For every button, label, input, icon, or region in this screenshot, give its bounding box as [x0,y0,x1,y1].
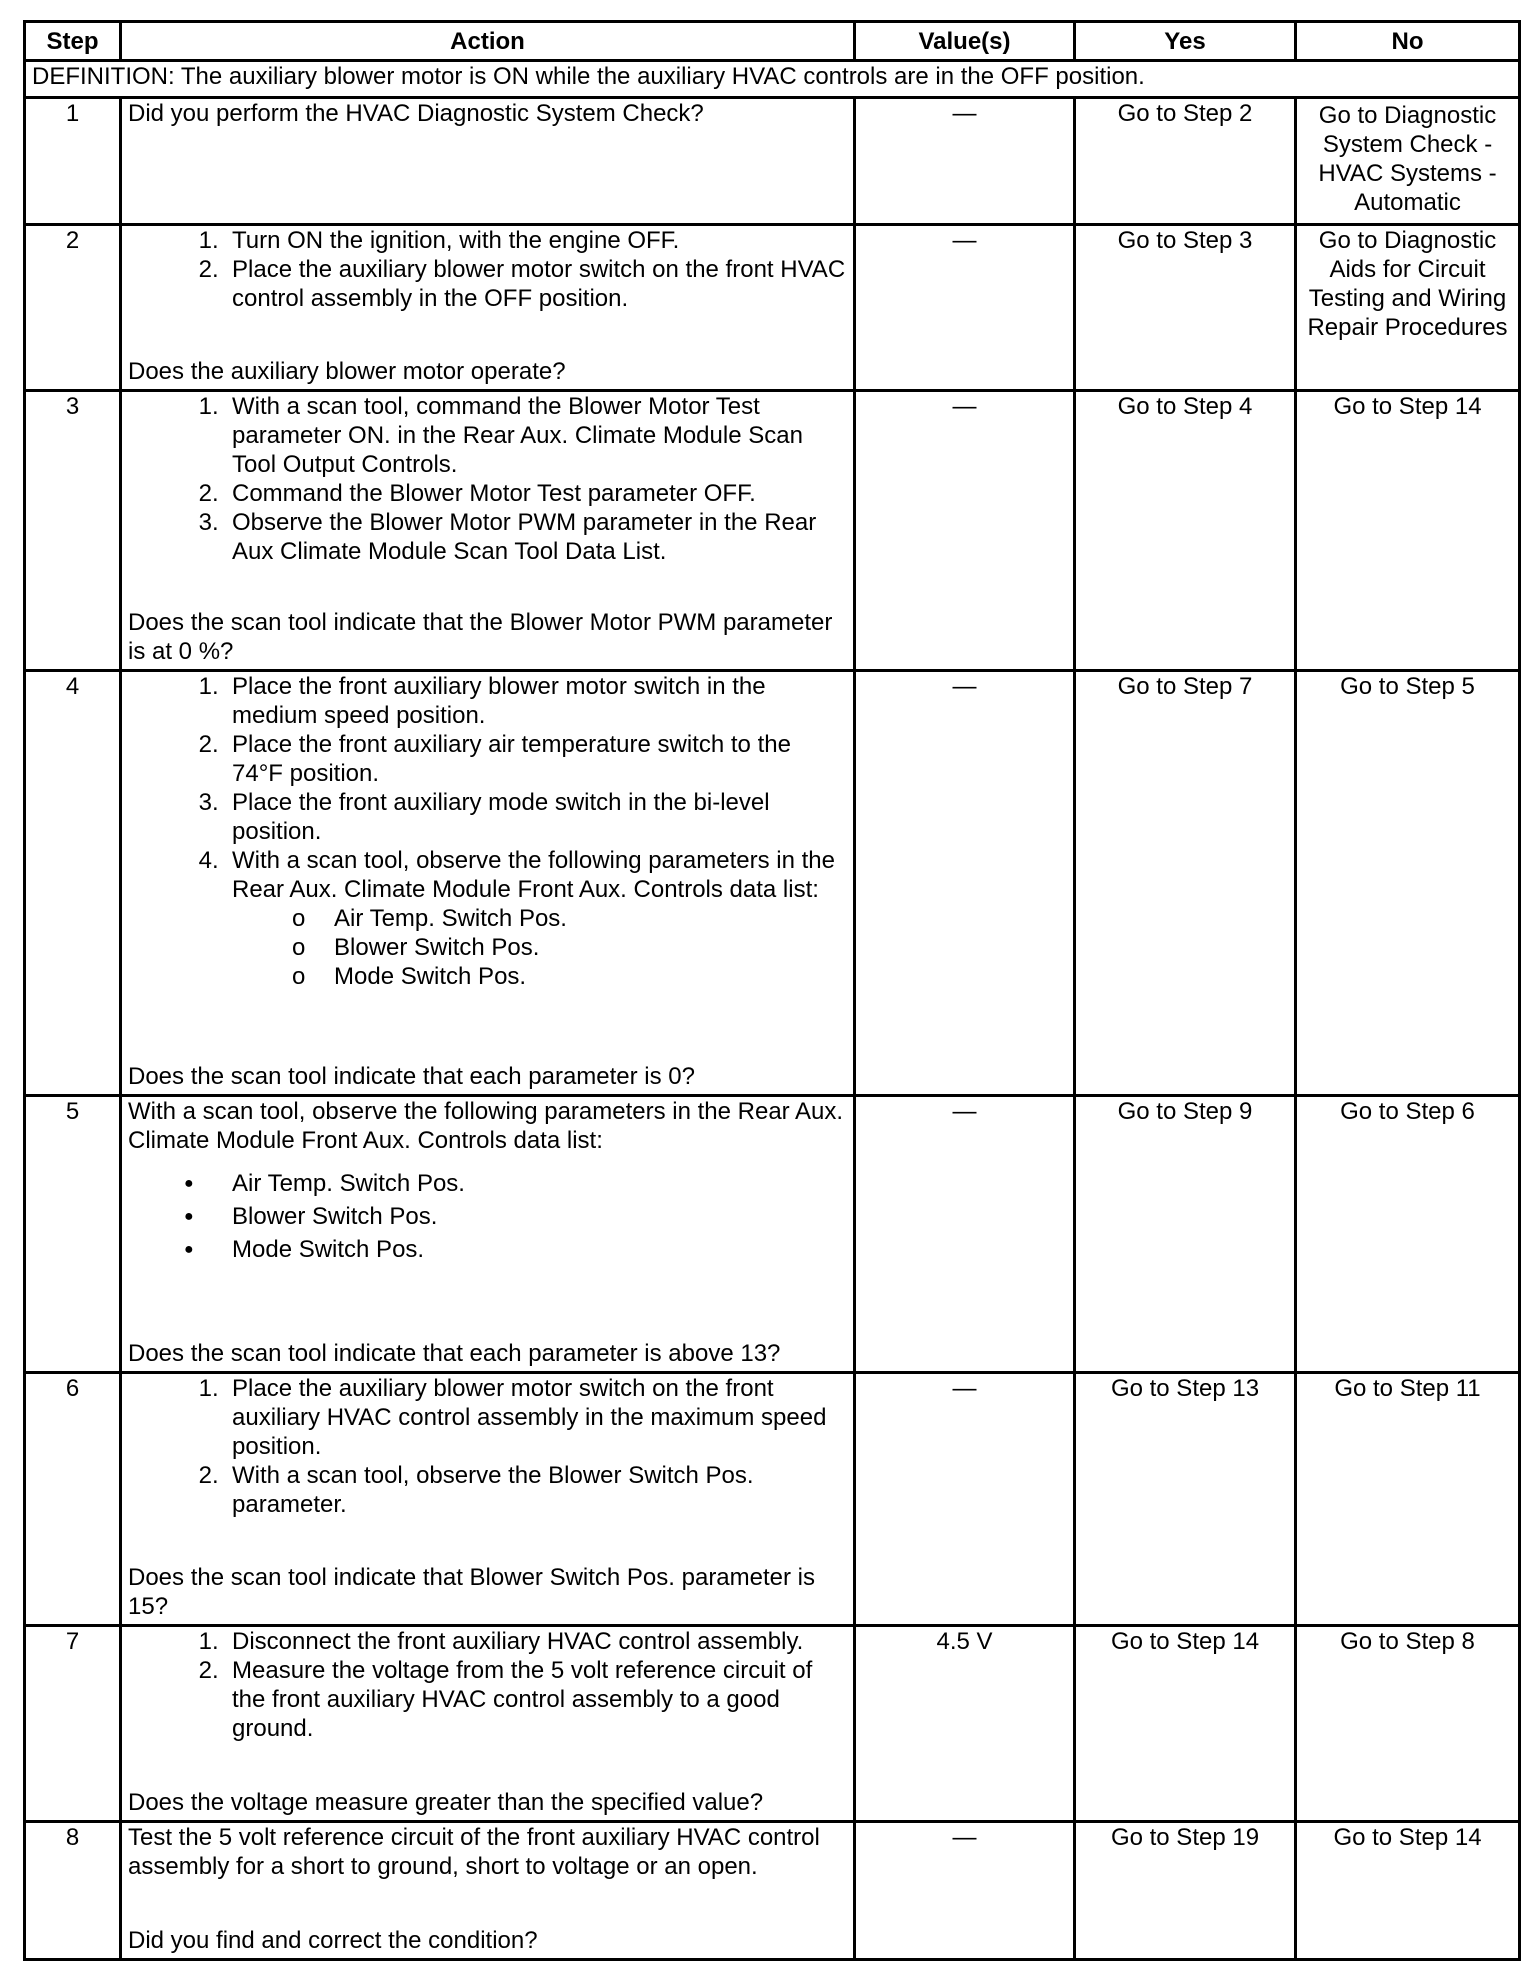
table-row [25,671,1520,1096]
action-cell [121,1373,855,1626]
yes-cell: Go to Step 13 [1075,1373,1296,1626]
list-item: o Air Temp. Switch Pos. [334,904,847,933]
list-item: 1. Place the auxiliary blower motor switch on the front auxiliary HVAC control assembly in the maximum speed position. [232,1374,847,1461]
action-cell [121,1626,855,1822]
action-cell [121,225,855,391]
value-cell: — [855,225,1075,391]
list-item: 2. Place the front auxiliary air temperature switch to the 74°F position. [232,730,847,788]
header-action: Action [121,22,855,61]
yes-cell: Go to Step 4 [1075,391,1296,671]
list-item: 1. Turn ON the ignition, with the engine OFF. [232,226,847,255]
action-question: Does the scan tool indicate that each parameter is above 13? [128,1340,781,1367]
no-cell: Go to Step 14 [1296,1822,1520,1960]
list-item: 3. Observe the Blower Motor PWM parameter in the Rear Aux Climate Module Scan Tool Data List. [232,508,847,566]
no-cell: Go to Diagnostic System Check - HVAC Systems - Automatic [1296,98,1520,225]
step-number: 5 [25,1096,121,1373]
list-item-text: With a scan tool, observe the following parameters in the Rear Aux. Climate Module Front Aux. Controls data list: [232,847,835,903]
list-item: 2. Measure the voltage from the 5 volt reference circuit of the front auxiliary HVAC control assembly to a good ground. [232,1656,847,1743]
yes-cell: Go to Step 19 [1075,1822,1296,1960]
list-item: o Mode Switch Pos. [334,962,847,991]
yes-cell: Go to Step 9 [1075,1096,1296,1373]
table-row [25,391,1520,671]
action-question: Does the scan tool indicate that each parameter is 0? [128,1063,695,1090]
value-cell: — [855,391,1075,671]
diagnostic-table [23,20,1521,1961]
no-cell: Go to Step 5 [1296,671,1520,1096]
table-row [25,1096,1520,1373]
action-question: Does the auxiliary blower motor operate? [128,358,566,385]
parameter-list [232,904,847,991]
value-cell: 4.5 V [855,1626,1075,1822]
step-number: 6 [25,1373,121,1626]
list-item: ● Blower Switch Pos. [232,1202,847,1231]
value-cell: — [855,1822,1075,1960]
action-question: Does the scan tool indicate that Blower Switch Pos. parameter is 15? [128,1564,815,1620]
definition-text: DEFINITION: The auxiliary blower motor is ON while the auxiliary HVAC controls are in the OFF position. [25,61,1520,98]
step-number: 3 [25,391,121,671]
list-item: ● Air Temp. Switch Pos. [232,1169,847,1198]
table-row [25,225,1520,391]
no-cell: Go to Step 14 [1296,391,1520,671]
action-cell [121,1096,855,1373]
step-number: 1 [25,98,121,225]
table-row [25,1373,1520,1626]
list-item: 2. Place the auxiliary blower motor switch on the front HVAC control assembly in the OFF position. [232,255,847,313]
list-item: 3. Place the front auxiliary mode switch in the bi-level position. [232,788,847,846]
action-question: Does the voltage measure greater than the specified value? [128,1789,764,1816]
header-no: No [1296,22,1520,61]
no-cell: Go to Diagnostic Aids for Circuit Testing and Wiring Repair Procedures [1296,225,1520,391]
value-cell: — [855,1373,1075,1626]
table-row [25,1822,1520,1960]
action-steps [128,226,847,313]
header-row [25,22,1520,61]
yes-cell: Go to Step 14 [1075,1626,1296,1822]
list-item: 1. Disconnect the front auxiliary HVAC control assembly. [232,1627,847,1656]
action-steps [128,1374,847,1519]
action-text: With a scan tool, observe the following parameters in the Rear Aux. Climate Module Front Aux. Controls data list: [128,1098,844,1154]
action-text: Did you perform the HVAC Diagnostic System Check? [128,100,704,127]
action-steps [128,1627,847,1743]
list-item [232,846,847,991]
no-cell: Go to Step 6 [1296,1096,1520,1373]
action-text: Test the 5 volt reference circuit of the front auxiliary HVAC control assembly for a short to ground, short to voltage or an open. [128,1824,820,1880]
yes-cell: Go to Step 2 [1075,98,1296,225]
list-item: ● Mode Switch Pos. [232,1235,847,1264]
yes-cell: Go to Step 7 [1075,671,1296,1096]
value-cell: — [855,671,1075,1096]
action-question: Does the scan tool indicate that the Blower Motor PWM parameter is at 0 %? [128,609,833,665]
list-item: o Blower Switch Pos. [334,933,847,962]
header-values: Value(s) [855,22,1075,61]
list-item: 1. With a scan tool, command the Blower Motor Test parameter ON. in the Rear Aux. Climate Module Scan Tool Output Controls. [232,392,847,479]
no-cell: Go to Step 11 [1296,1373,1520,1626]
definition-row [25,61,1520,98]
step-number: 2 [25,225,121,391]
no-cell: Go to Step 8 [1296,1626,1520,1822]
step-number: 4 [25,671,121,1096]
action-cell [121,1822,855,1960]
action-cell [121,671,855,1096]
yes-cell: Go to Step 3 [1075,225,1296,391]
table-row [25,98,1520,225]
action-cell [121,391,855,671]
action-cell [121,98,855,225]
action-question: Did you find and correct the condition? [128,1927,538,1954]
action-steps [128,392,847,566]
table-row [25,1626,1520,1822]
list-item: 2. With a scan tool, observe the Blower Switch Pos. parameter. [232,1461,847,1519]
value-cell: — [855,98,1075,225]
step-number: 7 [25,1626,121,1822]
header-step: Step [25,22,121,61]
value-cell: — [855,1096,1075,1373]
header-yes: Yes [1075,22,1296,61]
list-item: 1. Place the front auxiliary blower motor switch in the medium speed position. [232,672,847,730]
action-steps [128,672,847,991]
step-number: 8 [25,1822,121,1960]
parameter-list [128,1169,847,1264]
list-item: 2. Command the Blower Motor Test parameter OFF. [232,479,847,508]
